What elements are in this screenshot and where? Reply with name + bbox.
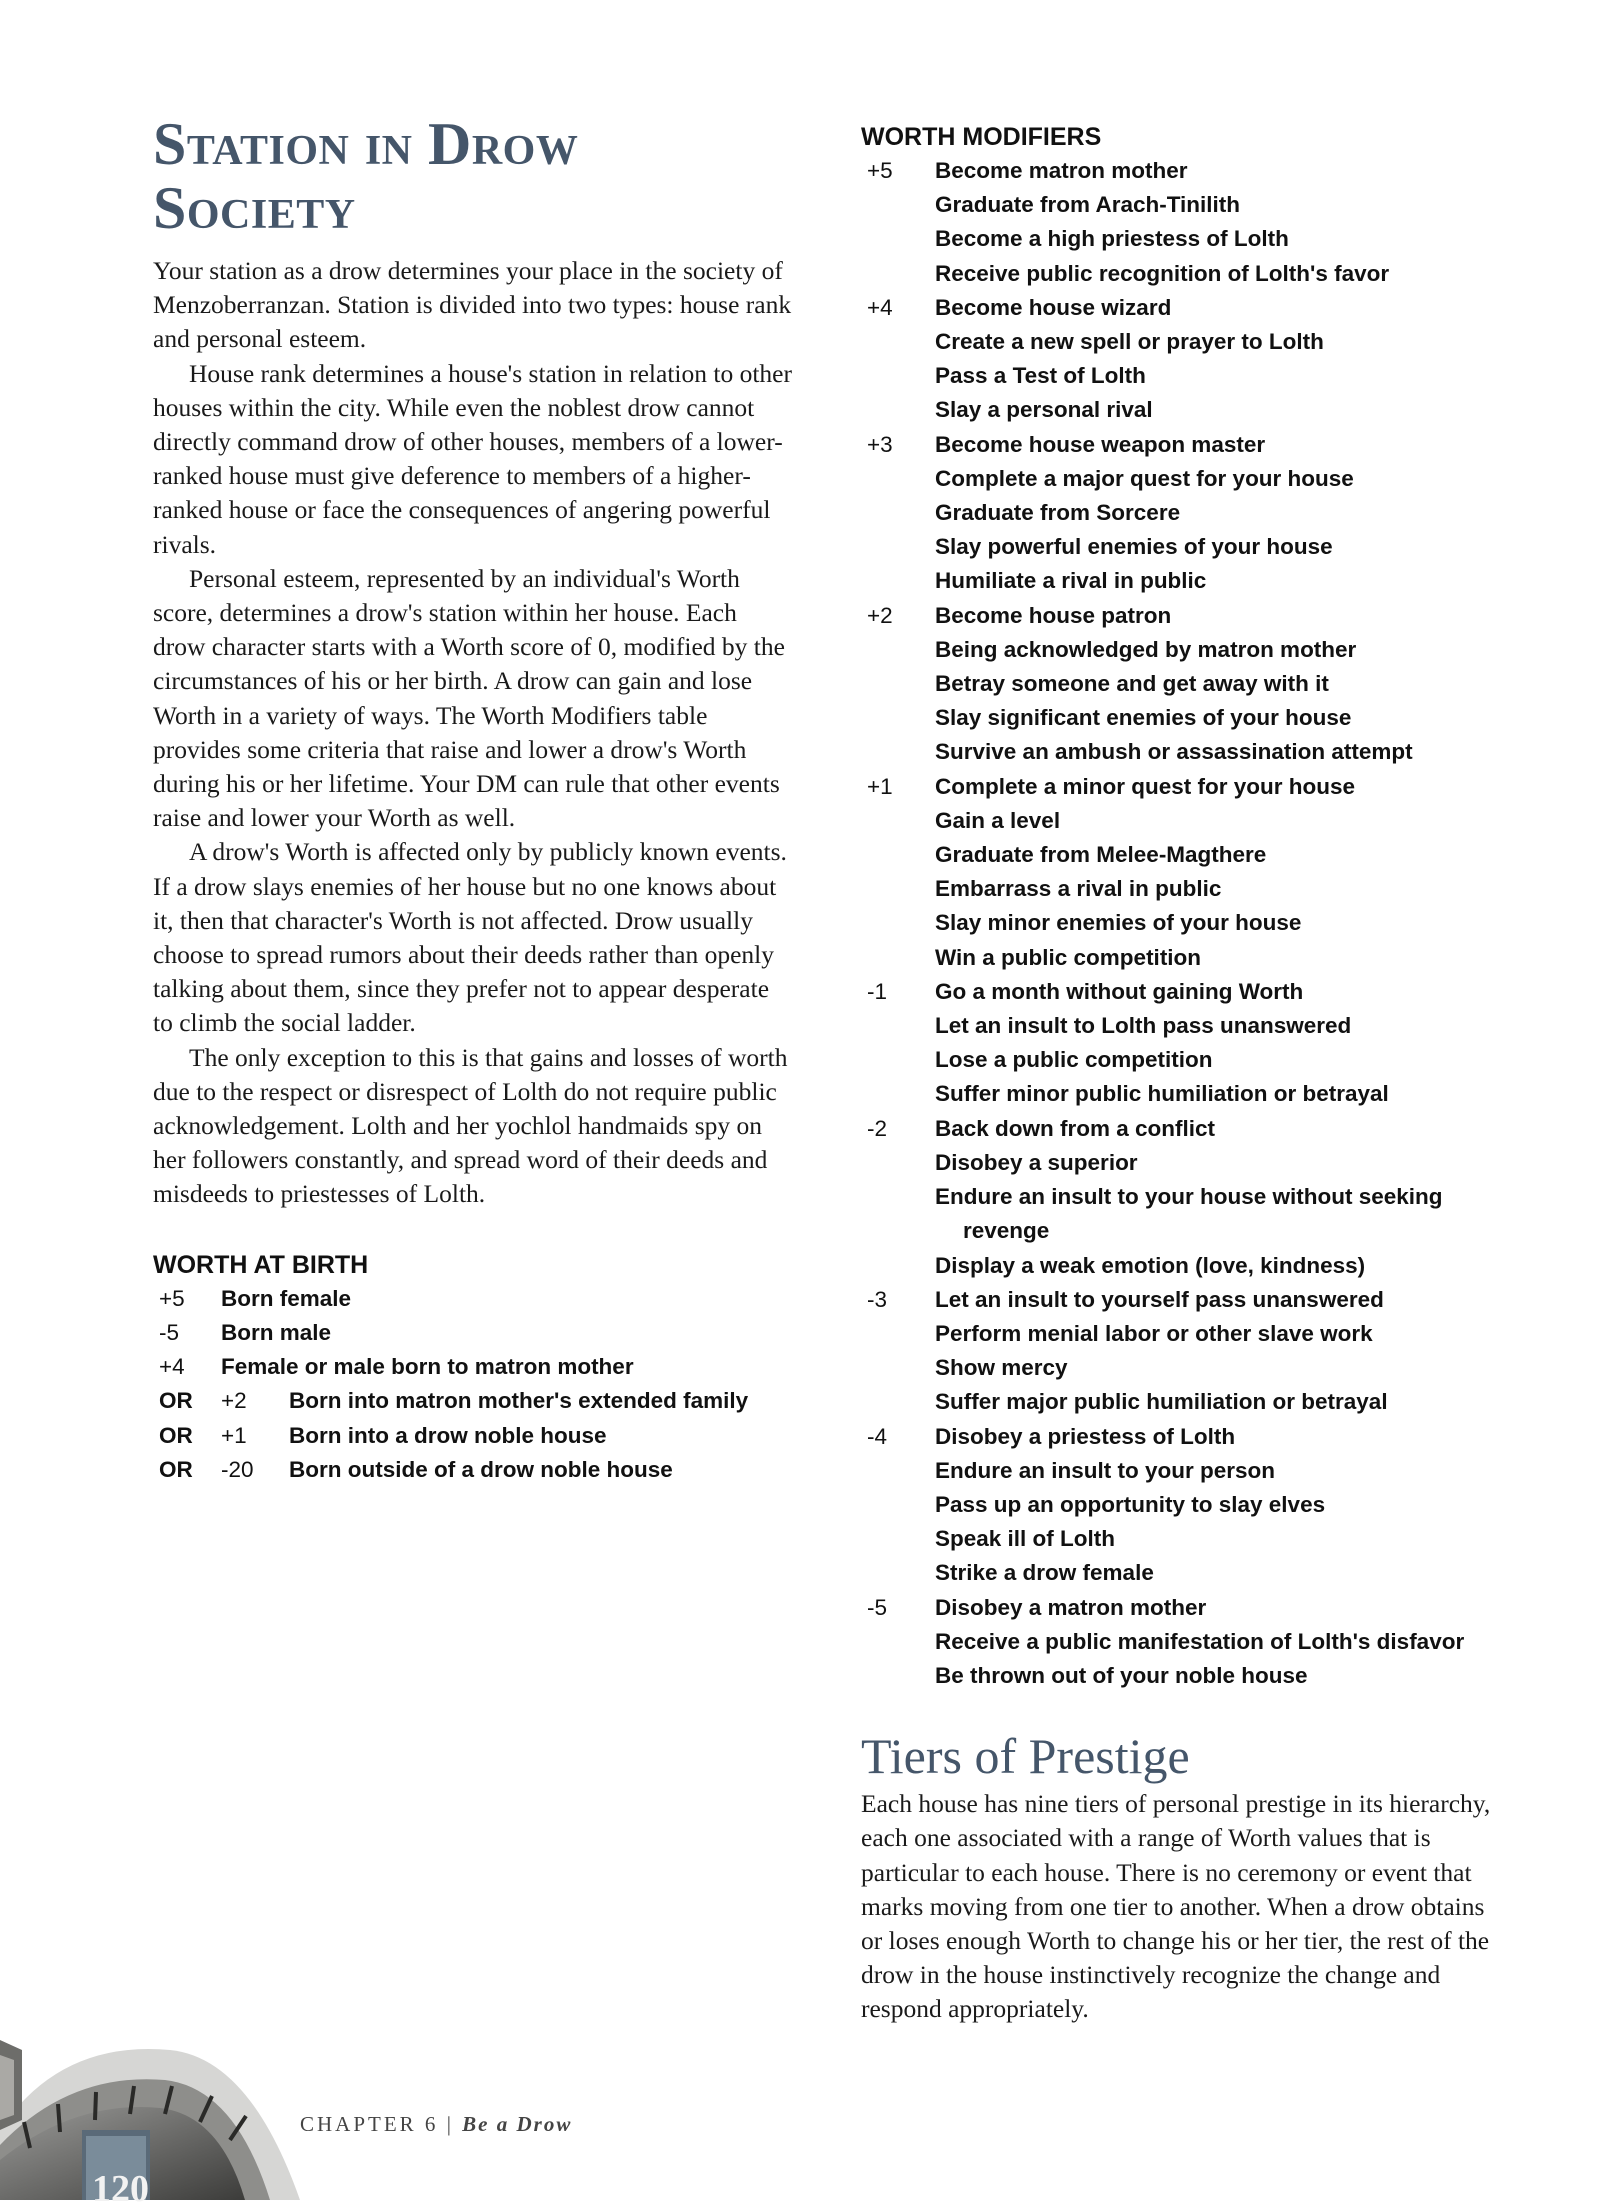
modifier-value: -4	[867, 1423, 888, 1449]
modifier-value: -5	[867, 1594, 888, 1620]
modifier-description: Disobey a priestess of Lolth	[935, 1423, 1236, 1449]
modifier-value: -20	[221, 1456, 254, 1482]
table-row	[861, 667, 1501, 701]
table-row	[861, 291, 1501, 325]
left-column	[153, 112, 793, 1487]
paragraph: Personal esteem, represented by an individual's Worth score, determines a drow's station within her house. Each drow character starts with a Worth score of 0, modified by the circumstances of his or her birth. A drow can gain and lose Worth in a variety of ways. The Worth Modifiers table provides some criteria that raise and lower a drow's Worth during his or her lifetime. Your DM can rule that other events raise and lower your Worth as well.	[153, 563, 785, 833]
table-row	[861, 633, 1501, 667]
table-row	[861, 804, 1501, 838]
modifier-description: Endure an insult to your person	[935, 1457, 1276, 1483]
modifier-value: +2	[221, 1388, 247, 1414]
modifier-description: Perform menial labor or other slave work	[935, 1320, 1373, 1346]
table-row	[861, 462, 1501, 496]
table-row	[861, 1522, 1501, 1556]
modifier-description: Slay significant enemies of your house	[935, 705, 1352, 731]
table-row	[861, 701, 1501, 735]
table-row	[861, 941, 1501, 975]
modifier-description: Back down from a conflict	[935, 1115, 1216, 1141]
worth-modifiers-title: WORTH MODIFIERS	[861, 123, 1102, 151]
table-row	[861, 359, 1501, 393]
table-row	[861, 1112, 1501, 1146]
paragraph: A drow's Worth is affected only by publicly known events. If a drow slays enemies of her house but no one knows about it, then that character's Worth is not affected. Drow usually choose to spread rumors about their deeds rather than openly talking about them, since they prefer not to appear desperate to climb the social ladder.	[153, 837, 787, 1038]
modifier-description: Embarrass a rival in public	[935, 876, 1222, 902]
modifier-description: Complete a minor quest for your house	[935, 773, 1356, 799]
table-row	[861, 1283, 1501, 1317]
table-row	[153, 1384, 793, 1418]
modifier-description: Suffer minor public humiliation or betrayal	[935, 1081, 1389, 1107]
table-row	[861, 1659, 1501, 1693]
table-row	[861, 838, 1501, 872]
table-row	[153, 1453, 793, 1487]
table-row	[153, 1282, 793, 1316]
table-row	[861, 257, 1501, 291]
modifier-value: +1	[221, 1422, 247, 1448]
modifier-value: +2	[867, 602, 893, 628]
modifier-description: Born outside of a drow noble house	[289, 1456, 673, 1482]
modifier-description: Show mercy	[935, 1355, 1068, 1381]
table-row	[153, 1316, 793, 1350]
table-row	[861, 1249, 1501, 1283]
footer-separator: |	[446, 2112, 454, 2136]
table-row	[861, 393, 1501, 427]
station-body-text	[153, 254, 793, 1212]
worth-modifiers-table	[861, 154, 1501, 1693]
table-row	[153, 1350, 793, 1384]
table-row	[153, 1419, 793, 1453]
modifier-description: Create a new spell or prayer to Lolth	[935, 329, 1324, 355]
or-label: OR	[159, 1422, 193, 1448]
modifier-description: Born male	[221, 1319, 332, 1345]
chapter-name: Be a Drow	[462, 2112, 573, 2136]
tiers-title: Tiers of Prestige	[861, 1728, 1190, 1785]
section-title	[153, 112, 793, 240]
paragraph: Each house has nine tiers of personal prestige in its hierarchy, each one associated with a range of Worth values that is particular to each house. There is no ceremony or event that marks moving from one tier to another. When a drow obtains or loses enough Worth to change his or her tier, the rest of the drow in the house instinctively recognize the change and respond appropriately.	[861, 1789, 1491, 2024]
table-row	[861, 1009, 1501, 1043]
section-title-line-2: Society	[153, 175, 356, 241]
page-number: 120	[92, 2168, 149, 2210]
modifier-description: Let an insult to Lolth pass unanswered	[935, 1013, 1352, 1039]
modifier-value: +4	[867, 294, 893, 320]
modifier-description: Speak ill of Lolth	[935, 1526, 1116, 1552]
modifier-description: Slay minor enemies of your house	[935, 910, 1302, 936]
table-row	[861, 564, 1501, 598]
paragraph: Your station as a drow determines your place in the society of Menzoberranzan. Station is divided into two types: house rank and personal esteem.	[153, 256, 792, 354]
modifier-value: +4	[159, 1354, 185, 1380]
modifier-description: Born into a drow noble house	[289, 1422, 607, 1448]
modifier-value: -1	[867, 978, 888, 1004]
modifier-value: +1	[867, 773, 893, 799]
footer	[300, 2112, 572, 2137]
table-row	[861, 1420, 1501, 1454]
modifier-value: -2	[867, 1115, 888, 1141]
table-row	[861, 428, 1501, 462]
table-row	[861, 1180, 1501, 1248]
table-row	[861, 530, 1501, 564]
table-row	[861, 1488, 1501, 1522]
modifier-description: Become house weapon master	[935, 431, 1266, 457]
modifier-description: Humiliate a rival in public	[935, 568, 1207, 594]
table-title: WORTH AT BIRTH	[153, 1250, 369, 1279]
modifier-description: Endure an insult to your house without seeking revenge	[935, 1184, 1443, 1244]
table-row	[861, 496, 1501, 530]
modifier-value: +5	[867, 158, 893, 183]
table-row	[861, 325, 1501, 359]
modifier-description: Win a public competition	[935, 944, 1202, 970]
modifier-description: Let an insult to yourself pass unanswered	[935, 1286, 1384, 1312]
modifier-description: Lose a public competition	[935, 1047, 1213, 1073]
modifier-description: Born female	[221, 1285, 352, 1311]
table-row	[861, 1077, 1501, 1111]
worth-at-birth-table	[153, 1248, 793, 1487]
table-row	[861, 735, 1501, 769]
table-row	[861, 222, 1501, 256]
table-row	[861, 154, 1501, 188]
modifier-description: Betray someone and get away with it	[935, 671, 1329, 697]
table-row	[861, 872, 1501, 906]
modifier-description: Receive public recognition of Lolth's favor	[935, 260, 1390, 286]
modifier-description: Being acknowledged by matron mother	[935, 636, 1357, 662]
table-row	[861, 906, 1501, 940]
modifier-description: Become a high priestess of Lolth	[935, 226, 1289, 252]
modifier-value: -5	[159, 1319, 180, 1345]
table-row	[861, 770, 1501, 804]
modifier-description: Go a month without gaining Worth	[935, 978, 1304, 1004]
modifier-description: Become house patron	[935, 602, 1172, 628]
table-row	[861, 1043, 1501, 1077]
chapter-label: CHAPTER 6	[300, 2112, 439, 2136]
table-row	[861, 1591, 1501, 1625]
table-row	[861, 188, 1501, 222]
modifier-description: Disobey a matron mother	[935, 1594, 1207, 1620]
modifier-description: Become house wizard	[935, 294, 1172, 320]
modifier-description: Receive a public manifestation of Lolth's disfavor	[935, 1628, 1465, 1654]
modifier-description: Complete a major quest for your house	[935, 465, 1354, 491]
modifier-description: Gain a level	[935, 807, 1061, 833]
table-row	[861, 1625, 1501, 1659]
modifier-description: Survive an ambush or assassination attempt	[935, 739, 1413, 765]
table-row	[861, 1317, 1501, 1351]
modifier-description: Suffer major public humiliation or betrayal	[935, 1389, 1388, 1415]
modifier-value: +3	[867, 431, 893, 457]
modifier-value: +5	[159, 1285, 185, 1311]
table-row	[861, 1454, 1501, 1488]
modifier-description: Become matron mother	[935, 158, 1188, 183]
section-title-line-1: Station in Drow	[153, 111, 579, 177]
modifier-description: Slay a personal rival	[935, 397, 1153, 423]
modifier-description: Pass up an opportunity to slay elves	[935, 1491, 1326, 1517]
corner-decoration	[0, 1980, 330, 2200]
modifier-value: -3	[867, 1286, 888, 1312]
paragraph: House rank determines a house's station in relation to other houses within the city. While even the noblest drow cannot directly command drow of other houses, members of a lower-ranked house must give deference to members of a higher-ranked house or face the consequences of angering powerful rivals.	[153, 358, 792, 559]
modifier-description: Strike a drow female	[935, 1560, 1154, 1586]
table-row	[861, 1351, 1501, 1385]
modifier-description: Pass a Test of Lolth	[935, 363, 1146, 389]
table-row	[861, 1556, 1501, 1590]
or-label: OR	[159, 1388, 193, 1414]
modifier-description: Graduate from Arach-Tinilith	[935, 192, 1241, 218]
table-row	[861, 1385, 1501, 1419]
table-row	[861, 975, 1501, 1009]
modifier-description: Graduate from Melee-Magthere	[935, 842, 1267, 868]
modifier-description: Graduate from Sorcere	[935, 500, 1181, 526]
tiers-body-text	[861, 1787, 1501, 2026]
paragraph: The only exception to this is that gains and losses of worth due to the respect or disrespect of Lolth do not require public acknowledgement. Lolth and her yochlol handmaids spy on her followers constantly, and spread word of their deeds and misdeeds to priestesses of Lolth.	[153, 1042, 788, 1209]
modifier-description: Disobey a superior	[935, 1149, 1138, 1175]
modifier-description: Slay powerful enemies of your house	[935, 534, 1333, 560]
table-row	[861, 1146, 1501, 1180]
modifier-description: Female or male born to matron mother	[221, 1354, 634, 1380]
modifier-description: Born into matron mother's extended family	[289, 1388, 749, 1414]
modifier-description: Display a weak emotion (love, kindness)	[935, 1252, 1366, 1278]
modifier-description: Be thrown out of your noble house	[935, 1662, 1308, 1688]
or-label: OR	[159, 1456, 193, 1482]
table-row	[861, 599, 1501, 633]
right-column	[861, 120, 1501, 2027]
